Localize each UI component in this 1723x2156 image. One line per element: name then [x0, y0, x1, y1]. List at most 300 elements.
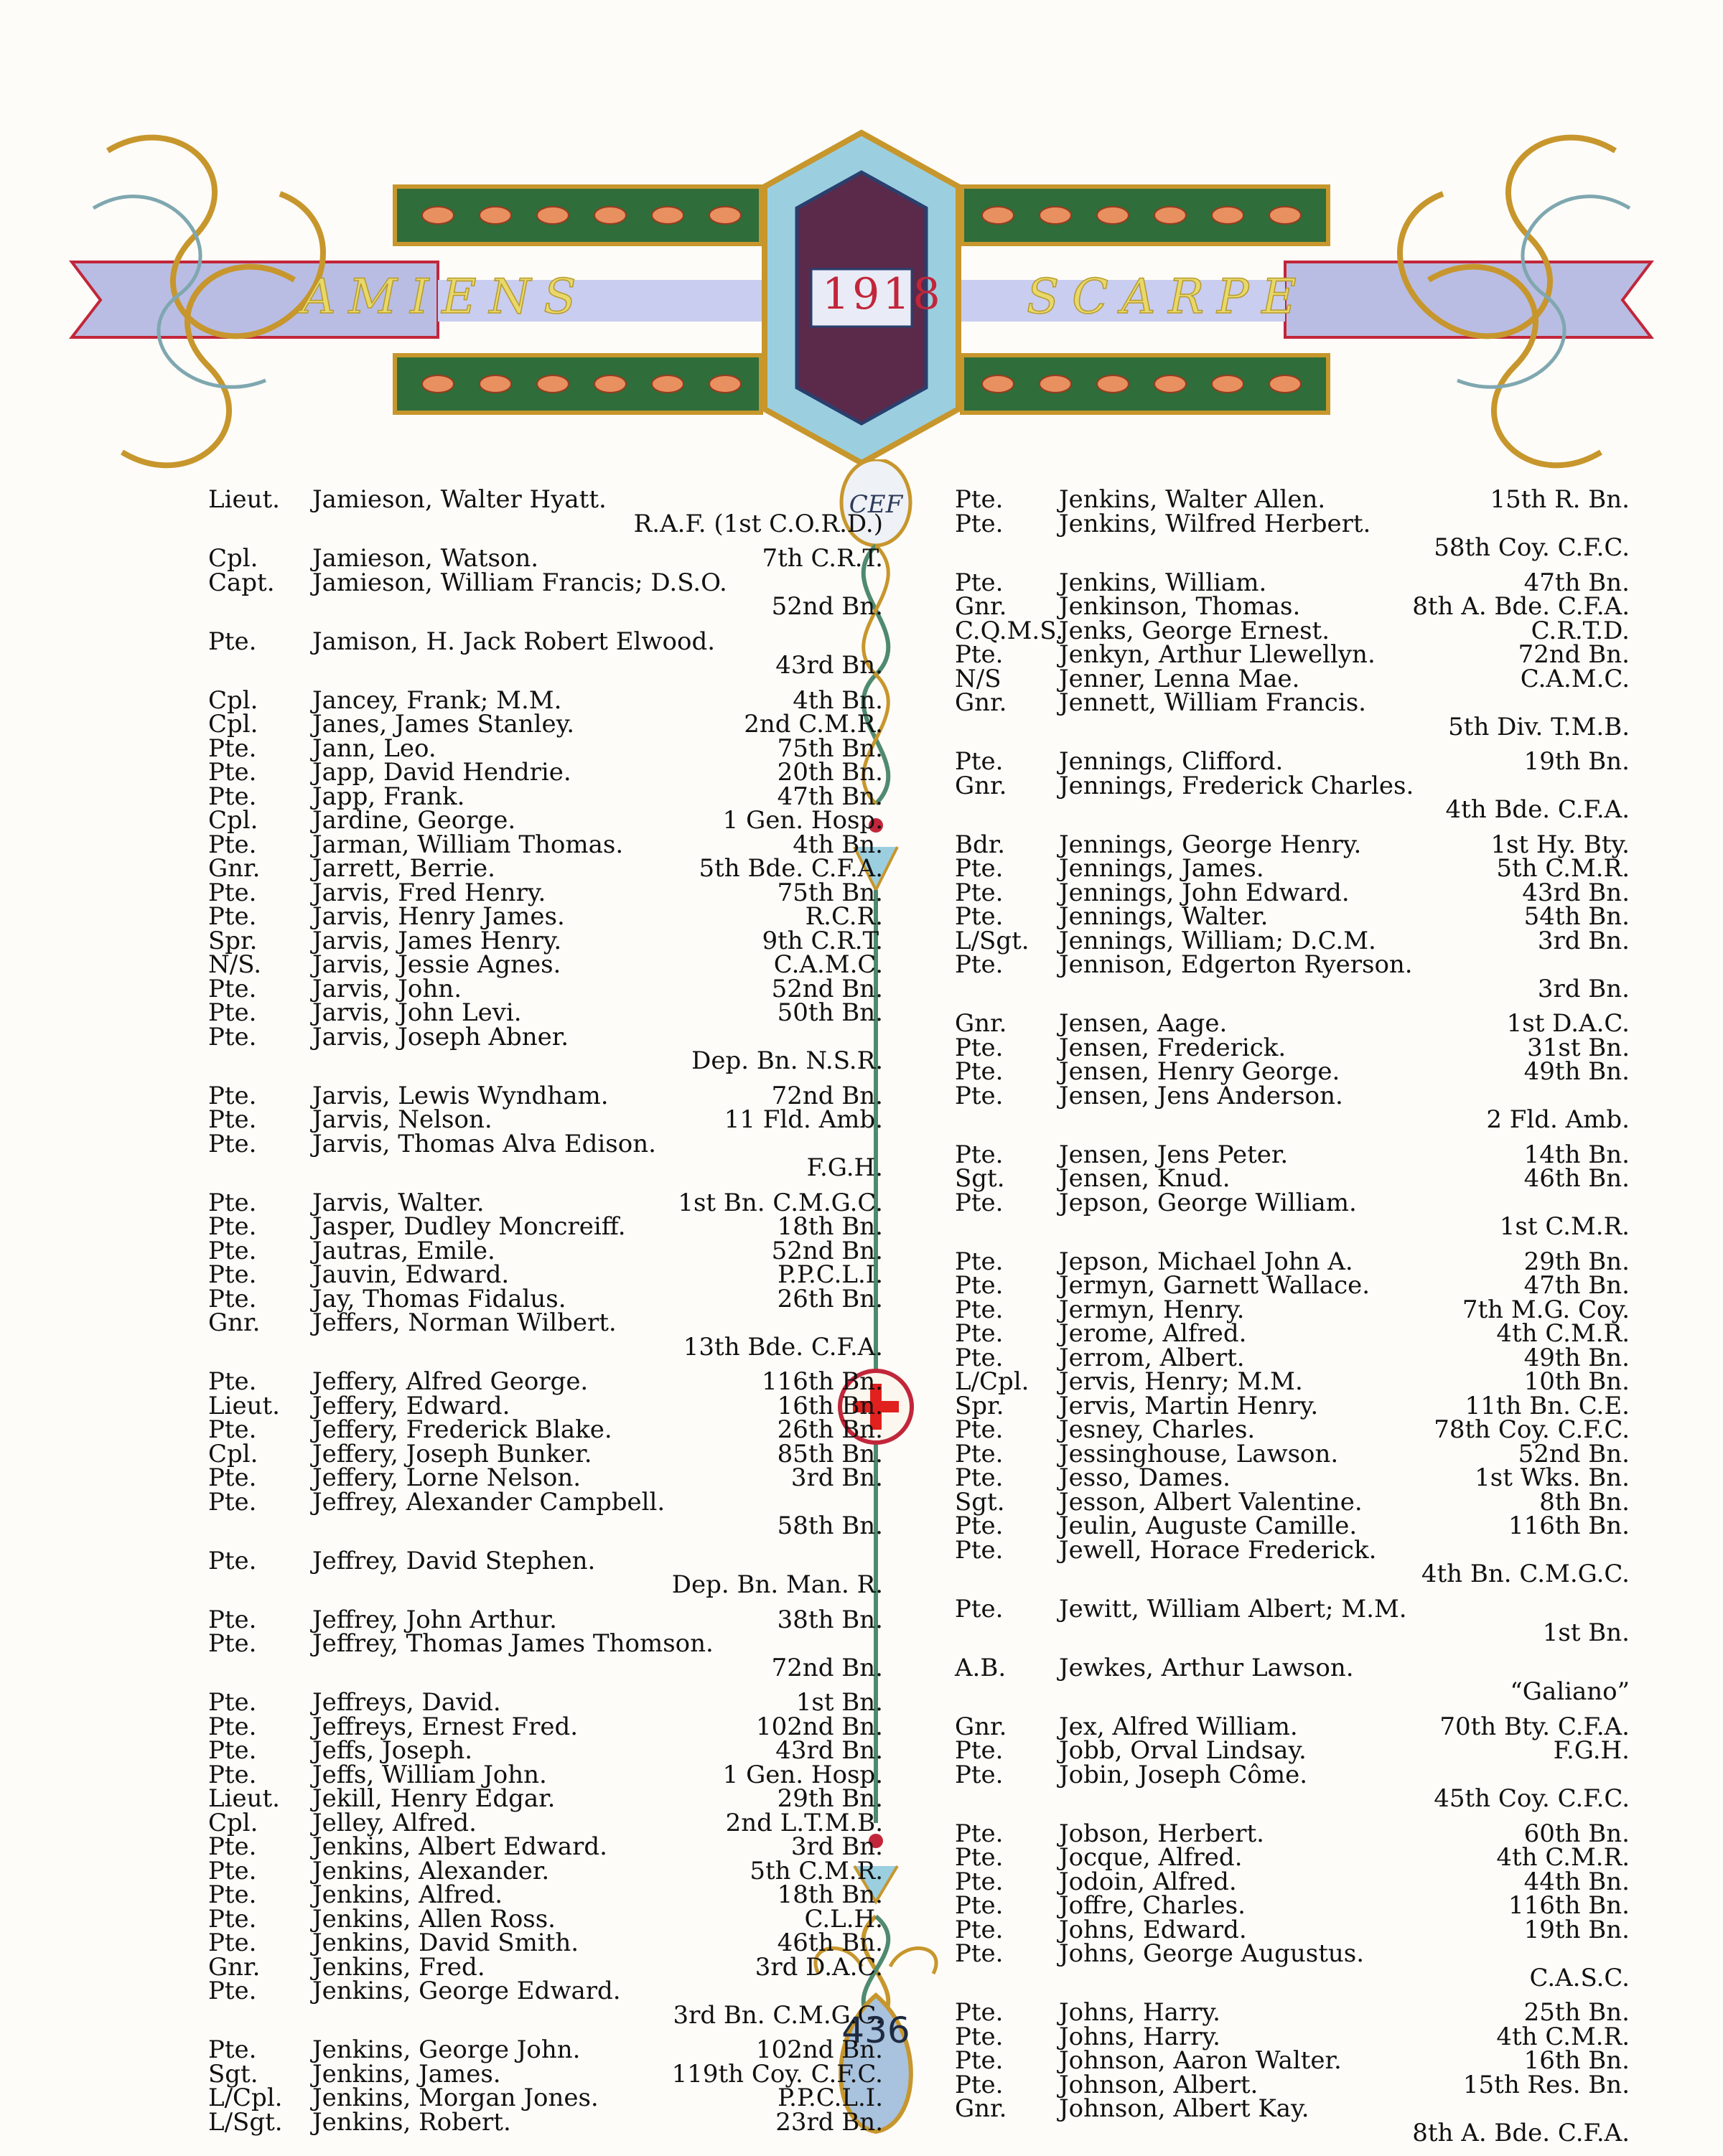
roll-entry [208, 1605, 926, 1634]
entry-unit: R.C.R. [805, 902, 883, 931]
roll-entry-line [955, 568, 1673, 597]
roll-entry [208, 1487, 926, 1550]
entry-name: Jarvis, Fred Henry. [312, 878, 546, 907]
roll-entry [208, 1284, 926, 1313]
entry-rank: Pte. [955, 1594, 1004, 1623]
roll-entry-continuation [208, 2000, 926, 2030]
entry-unit: 2nd L.T.M.B. [725, 1808, 883, 1837]
entry-rank: Pte. [208, 1977, 257, 2005]
roll-entry [208, 1236, 926, 1265]
roll-entry [208, 1629, 926, 1691]
roll-entry-line [208, 1546, 926, 1575]
roll-entry [955, 2022, 1673, 2051]
entry-unit: 78th Coy. C.F.C. [1434, 1415, 1630, 1444]
roll-entry [208, 926, 926, 955]
entry-unit: 5th C.M.R. [750, 1856, 883, 1885]
entry-rank: L/Sgt. [208, 2107, 283, 2137]
entry-unit: 26th Bn. [777, 1284, 883, 1313]
entry-name: Jenkins, Morgan Jones. [312, 2084, 599, 2112]
roll-entry [955, 926, 1673, 955]
roll-entry-line [955, 1391, 1673, 1420]
entry-unit: 29th Bn. [777, 1784, 883, 1813]
roll-entry-line [208, 2035, 926, 2064]
entry-name: Jarvis, Nelson. [312, 1105, 492, 1134]
roll-entry-line [208, 710, 926, 739]
entry-unit: 45th Coy. C.F.C. [1434, 1784, 1630, 1813]
roll-entry-line [955, 1939, 1673, 1968]
entry-name: Jeffs, Joseph. [312, 1736, 473, 1765]
entry-rank: Pte. [208, 1212, 257, 1241]
entry-rank: Pte. [955, 485, 1004, 514]
roll-entry-continuation [955, 1562, 1673, 1587]
roll-entry-line [208, 1129, 926, 1158]
roll-entry-line [208, 1391, 926, 1420]
roll-entry [955, 1188, 1673, 1250]
entry-name: Jeffery, Edward. [312, 1391, 510, 1420]
roll-entry-continuation [955, 795, 1673, 824]
entry-rank: Pte. [955, 1819, 1004, 1848]
entry-name: Jenkinson, Thomas. [1059, 592, 1301, 621]
roll-entry [955, 1057, 1673, 1086]
roll-entry-line [208, 878, 926, 907]
roll-entry-line [955, 640, 1673, 669]
roll-entry-continuation [955, 2118, 1673, 2147]
entry-unit: 20th Bn. [777, 758, 883, 787]
entry-rank: Pte. [208, 878, 257, 907]
entry-unit: 3rd Bn. [790, 1832, 883, 1861]
roll-entry [208, 1260, 926, 1289]
entry-name: Jobson, Herbert. [1059, 1819, 1264, 1848]
entry-name: Jensen, Jens Peter. [1059, 1140, 1289, 1169]
roll-entry-line [208, 1487, 926, 1517]
entry-rank: Pte. [955, 1319, 1004, 1348]
entry-unit: 47th Bn. [1523, 1271, 1630, 1300]
roll-entry-line [208, 544, 926, 573]
roll-entry-line [208, 1081, 926, 1110]
roll-entry [955, 616, 1673, 645]
roll-entry-line [208, 782, 926, 811]
entry-unit: F.G.H. [806, 1153, 883, 1182]
entry-unit: 72nd Bn. [771, 1653, 883, 1682]
entry-unit: 9th C.R.T. [762, 926, 883, 955]
entry-name: Jeffreys, David. [312, 1688, 501, 1717]
entry-unit: 4th C.M.R. [1496, 2022, 1630, 2051]
roll-entry [955, 1511, 1673, 1540]
roll-entry-line [208, 485, 926, 514]
entry-unit: C.R.T.D. [1531, 616, 1630, 645]
entry-unit: 102nd Bn. [755, 2035, 883, 2064]
roll-entry [955, 1439, 1673, 1468]
roll-entry [208, 1856, 926, 1885]
roll-entry [208, 2086, 926, 2111]
entry-unit: 16th Bn. [777, 1391, 883, 1420]
roll-entry [955, 878, 1673, 907]
entry-name: Jarman, William Thomas. [312, 830, 624, 859]
entry-name: Jennings, Walter. [1059, 902, 1269, 931]
entry-rank: Gnr. [955, 688, 1007, 717]
entry-unit: 10th Bn. [1523, 1367, 1630, 1396]
entry-unit: C.A.S.C. [1529, 1963, 1630, 1992]
entry-name: Jewell, Horace Frederick. [1059, 1535, 1377, 1565]
entry-rank: Pte. [955, 1415, 1004, 1444]
entry-name: Jex, Alfred William. [1059, 1712, 1298, 1741]
entry-rank: A.B. [955, 1653, 1007, 1682]
entry-unit: 4th C.M.R. [1496, 1843, 1630, 1872]
right-column-list [955, 485, 1673, 2156]
entry-name: Jesney, Charles. [1059, 1415, 1256, 1444]
entry-unit: Dep. Bn. N.S.R. [691, 1046, 883, 1075]
page-number: 436 [841, 2010, 910, 2051]
roll-entry [208, 878, 926, 907]
entry-name: Jesso, Dames. [1059, 1463, 1231, 1492]
roll-entry [208, 1952, 926, 1982]
roll-entry-line [955, 1009, 1673, 1038]
entry-unit: 13th Bde. C.F.A. [683, 1332, 883, 1361]
entry-rank: Pte. [208, 1236, 257, 1265]
entry-rank: Bdr. [955, 830, 1006, 859]
roll-entry [208, 1308, 926, 1370]
entry-unit: P.P.C.L.I. [778, 2084, 883, 2112]
roll-entry [955, 1319, 1673, 1348]
roll-entry-line [208, 1284, 926, 1313]
roll-entry [208, 1928, 926, 1957]
entry-name: Jensen, Aage. [1059, 1009, 1228, 1038]
entry-name: Jarvis, Thomas Alva Edison. [312, 1129, 656, 1158]
roll-entry-line [955, 509, 1673, 538]
roll-entry-line [208, 1832, 926, 1861]
roll-entry-line [955, 1891, 1673, 1920]
entry-name: Jensen, Jens Anderson. [1059, 1081, 1343, 1110]
roll-entry-line [955, 747, 1673, 776]
entry-name: Jenkins, George Edward. [312, 1977, 621, 2005]
entry-rank: Pte. [955, 1188, 1004, 1217]
roll-entry [955, 1081, 1673, 1143]
roll-entry-line [208, 1736, 926, 1765]
roll-entry-line [208, 1760, 926, 1789]
roll-entry-line [955, 1439, 1673, 1468]
roll-entry [208, 1439, 926, 1468]
entry-rank: Pte. [208, 733, 257, 763]
entry-rank: Sgt. [955, 1487, 1005, 1517]
entry-name: Jennings, John Edward. [1059, 878, 1350, 907]
roll-entry-line [955, 485, 1673, 514]
roll-entry [955, 830, 1673, 859]
entry-rank: Pte. [208, 1260, 257, 1289]
entry-name: Jeffery, Frederick Blake. [312, 1415, 612, 1444]
roll-entry-line [208, 1856, 926, 1885]
entry-unit: 18th Bn. [777, 1212, 883, 1241]
entry-unit: 15th R. Bn. [1490, 485, 1630, 514]
roll-entry-line [208, 1784, 926, 1813]
roll-entry-line [955, 2070, 1673, 2099]
roll-entry [208, 1391, 926, 1420]
entry-name: Jenkins, Allen Ross. [312, 1904, 556, 1934]
entry-unit: 4th Bn. C.M.G.C. [1421, 1560, 1630, 1588]
entry-rank: Pte. [955, 1295, 1004, 1324]
roll-entry [208, 710, 926, 739]
entry-name: Jeffs, William John. [312, 1760, 547, 1789]
entry-name: Jautras, Emile. [312, 1236, 495, 1265]
entry-unit: 38th Bn. [777, 1605, 883, 1634]
entry-rank: L/Cpl. [208, 2084, 283, 2112]
roll-entry-continuation [208, 592, 926, 621]
roll-entry-line [208, 2059, 926, 2089]
banner-right-word: SCARPE [1027, 269, 1309, 324]
entry-name: Jenner, Lenna Mae. [1059, 664, 1300, 693]
roll-entry [955, 1367, 1673, 1396]
entry-rank: N/S [955, 664, 1001, 693]
entry-name: Japp, Frank. [312, 782, 465, 811]
entry-rank: Pte. [208, 1605, 257, 1634]
roll-entry [208, 1712, 926, 1741]
entry-unit: 3rd Bn. [1537, 926, 1630, 955]
entry-rank: Gnr. [955, 2094, 1007, 2123]
roll-entry-line [955, 1188, 1673, 1217]
roll-entry-line [955, 1998, 1673, 2027]
roll-entry-line [208, 1367, 926, 1396]
roll-entry-line [208, 1688, 926, 1717]
roll-entry [955, 1819, 1673, 1848]
roll-entry-continuation [208, 651, 926, 680]
roll-entry-line [955, 1867, 1673, 1896]
entry-name: Jasper, Dudley Moncreiff. [312, 1212, 626, 1241]
roll-entry-line [208, 1236, 926, 1265]
roll-entry-continuation [955, 974, 1673, 1003]
roll-entry-line [955, 878, 1673, 907]
entry-name: Jenkins, William. [1059, 568, 1267, 597]
roll-entry-line [208, 627, 926, 656]
entry-unit: 75th Bn. [777, 878, 883, 907]
roll-entry-line [955, 1057, 1673, 1086]
roll-entry-line [955, 1594, 1673, 1623]
roll-entry [955, 1343, 1673, 1372]
roll-entry-line [208, 1463, 926, 1492]
entry-unit: 54th Bn. [1523, 902, 1630, 931]
entry-name: Jarvis, Joseph Abner. [312, 1022, 569, 1051]
entry-name: Jekill, Henry Edgar. [312, 1784, 556, 1813]
entry-name: Jeffrey, Thomas James Thomson. [312, 1629, 714, 1658]
roll-entry [955, 640, 1673, 669]
roll-entry [955, 664, 1673, 693]
entry-rank: Pte. [208, 1688, 257, 1717]
roll-entry [955, 1939, 1673, 2001]
roll-entry-line [955, 830, 1673, 859]
entry-rank: Lieut. [208, 1784, 280, 1813]
roll-entry [955, 1247, 1673, 1276]
roll-entry [208, 1367, 926, 1396]
entry-unit: 7th C.R.T. [762, 544, 883, 573]
entry-name: Jepson, George William. [1059, 1188, 1357, 1217]
roll-entry [955, 1712, 1673, 1741]
roll-entry-continuation [208, 1570, 926, 1599]
entry-unit: 11 Fld. Amb. [724, 1105, 883, 1134]
entry-unit: 47th Bn. [1523, 568, 1630, 597]
roll-entry-line [955, 1712, 1673, 1741]
entry-unit: 85th Bn. [777, 1439, 883, 1468]
entry-name: Jarvis, Henry James. [312, 902, 565, 931]
entry-unit: 70th Bty. C.F.A. [1439, 1712, 1630, 1741]
roll-entry-line [955, 926, 1673, 955]
entry-unit: 7th M.G. Coy. [1462, 1295, 1630, 1324]
roll-entry-continuation [208, 1653, 926, 1682]
entry-name: Janes, James Stanley. [312, 710, 575, 739]
roll-entry [208, 1546, 926, 1608]
entry-unit: 72nd Bn. [771, 1081, 883, 1110]
entry-name: Jamison, H. Jack Robert Elwood. [312, 627, 716, 656]
entry-name: Jessinghouse, Lawson. [1059, 1439, 1339, 1468]
entry-name: Jauvin, Edward. [312, 1260, 510, 1289]
roll-entry-line [955, 1843, 1673, 1872]
entry-unit: 8th Bn. [1539, 1487, 1630, 1517]
entry-rank: Pte. [208, 1546, 257, 1575]
entry-rank: Pte. [208, 1463, 257, 1492]
roll-entry-line [208, 2086, 926, 2111]
entry-name: Jeffers, Norman Wilbert. [312, 1308, 617, 1337]
entry-unit: 11th Bn. C.E. [1465, 1391, 1630, 1420]
entry-rank: Pte. [208, 1081, 257, 1110]
entry-rank: Pte. [955, 1057, 1004, 1086]
entry-rank: Pte. [208, 1629, 257, 1658]
entry-rank: Pte. [208, 1856, 257, 1885]
roll-entry [208, 1784, 926, 1813]
roll-entry-line [955, 1760, 1673, 1789]
left-column-list [208, 485, 926, 2137]
roll-entry-line [955, 1511, 1673, 1540]
entry-unit: 16th Bn. [1523, 2046, 1630, 2075]
roll-entry [955, 1164, 1673, 1193]
roll-entry [955, 1843, 1673, 1872]
entry-name: Jancey, Frank; M.M. [312, 685, 562, 715]
roll-entry-continuation [955, 533, 1673, 562]
entry-unit: C.A.M.C. [1520, 664, 1630, 693]
entry-rank: L/Sgt. [955, 926, 1029, 955]
roll-entry [955, 509, 1673, 571]
entry-rank: Pte. [955, 1439, 1004, 1468]
roll-entry-line [955, 592, 1673, 621]
entry-rank: Pte. [208, 1367, 257, 1396]
entry-name: Jennings, Clifford. [1059, 747, 1284, 776]
entry-rank: Cpl. [208, 1808, 258, 1837]
entry-rank: Cpl. [208, 806, 258, 835]
entry-unit: 4th C.M.R. [1496, 1319, 1630, 1348]
roll-entry-line [955, 902, 1673, 931]
roll-entry-line [955, 1819, 1673, 1848]
entry-unit: 1 Gen. Hosp. [722, 1760, 883, 1789]
entry-unit: R.A.F. (1st C.O.R.D.) [633, 509, 883, 538]
entry-unit: 58th Bn. [777, 1511, 883, 1540]
entry-name: Jensen, Henry George. [1059, 1057, 1340, 1086]
entry-rank: Gnr. [208, 854, 261, 883]
entry-name: Jarvis, James Henry. [312, 926, 562, 955]
entry-unit: 1st Bn. [1542, 1618, 1630, 1647]
entry-rank: Pte. [955, 1247, 1004, 1276]
roll-entry-line [955, 1081, 1673, 1110]
entry-name: Jelley, Alfred. [312, 1808, 477, 1837]
entry-rank: Spr. [955, 1391, 1004, 1420]
entry-unit: 26th Bn. [777, 1415, 883, 1444]
roll-entry [208, 830, 926, 859]
entry-unit: 23rd Bn. [775, 2107, 883, 2137]
roll-entry-line [208, 1308, 926, 1337]
roll-entry [208, 998, 926, 1027]
roll-entry-line [208, 926, 926, 955]
banner-year: 1918 [822, 269, 943, 319]
entry-unit: 49th Bn. [1523, 1057, 1630, 1086]
entry-name: Jennings, George Henry. [1059, 830, 1362, 859]
roll-entry-line [208, 1904, 926, 1934]
entry-rank: N/S. [208, 950, 262, 979]
roll-entry-line [208, 1979, 926, 2004]
entry-name: Johns, George Augustus. [1059, 1939, 1365, 1968]
entry-name: Jennings, William; D.C.M. [1059, 926, 1376, 955]
roll-entry-line [955, 1295, 1673, 1324]
entry-rank: Pte. [208, 627, 257, 656]
entry-rank: Pte. [955, 1939, 1004, 1968]
entry-name: Jepson, Michael John A. [1059, 1247, 1353, 1276]
roll-entry-continuation [208, 1046, 926, 1075]
roll-entry [208, 733, 926, 763]
entry-rank: Pte. [955, 1843, 1004, 1872]
entry-unit: 1st Bn. [795, 1688, 883, 1717]
entry-rank: Gnr. [955, 771, 1007, 800]
entry-rank: Cpl. [208, 710, 258, 739]
entry-rank: Pte. [208, 1736, 257, 1765]
entry-unit: C.A.M.C. [773, 950, 883, 979]
entry-rank: Pte. [208, 998, 257, 1027]
entry-rank: Pte. [955, 2070, 1004, 2099]
entry-unit: 29th Bn. [1523, 1247, 1630, 1276]
roll-entry [955, 1535, 1673, 1598]
roll-entry-line [955, 854, 1673, 883]
roll-entry-line [208, 1212, 926, 1241]
roll-entry [208, 1979, 926, 2038]
entry-unit: 50th Bn. [777, 998, 883, 1027]
entry-name: Jenkins, Wilfred Herbert. [1059, 509, 1371, 538]
roll-entry [208, 1129, 926, 1191]
entry-rank: Pte. [955, 1760, 1004, 1789]
entry-name: Jarrett, Berrie. [312, 854, 495, 883]
roll-entry-line [208, 974, 926, 1003]
entry-unit: 116th Bn. [1508, 1511, 1630, 1540]
entry-unit: 47th Bn. [777, 782, 883, 811]
entry-name: Jamieson, Walter Hyatt. [312, 485, 607, 514]
roll-entry [208, 1188, 926, 1217]
roll-entry [208, 1022, 926, 1084]
roll-entry [208, 974, 926, 1003]
roll-entry-line [955, 1915, 1673, 1944]
roll-entry-line [955, 771, 1673, 800]
roll-entry [955, 568, 1673, 597]
roll-entry [208, 806, 926, 835]
entry-name: Jay, Thomas Fidalus. [312, 1284, 566, 1313]
entry-rank: Pte. [955, 1463, 1004, 1492]
roll-entry [208, 2059, 926, 2089]
entry-rank: Pte. [208, 1129, 257, 1158]
roll-entry [955, 1295, 1673, 1324]
entry-name: Jarvis, Lewis Wyndham. [312, 1081, 609, 1110]
entry-rank: Capt. [208, 568, 275, 597]
entry-unit: 19th Bn. [1523, 747, 1630, 776]
roll-entry [208, 902, 926, 931]
entry-unit: 60th Bn. [1523, 1819, 1630, 1848]
entry-unit: 119th Coy. C.F.C. [671, 2059, 883, 2089]
roll-entry [208, 782, 926, 811]
entry-rank: Pte. [208, 2035, 257, 2064]
roll-entry [208, 1688, 926, 1717]
entry-name: Jann, Leo. [312, 733, 436, 763]
entry-unit: 19th Bn. [1523, 1915, 1630, 1944]
entry-rank: Gnr. [955, 1712, 1007, 1741]
